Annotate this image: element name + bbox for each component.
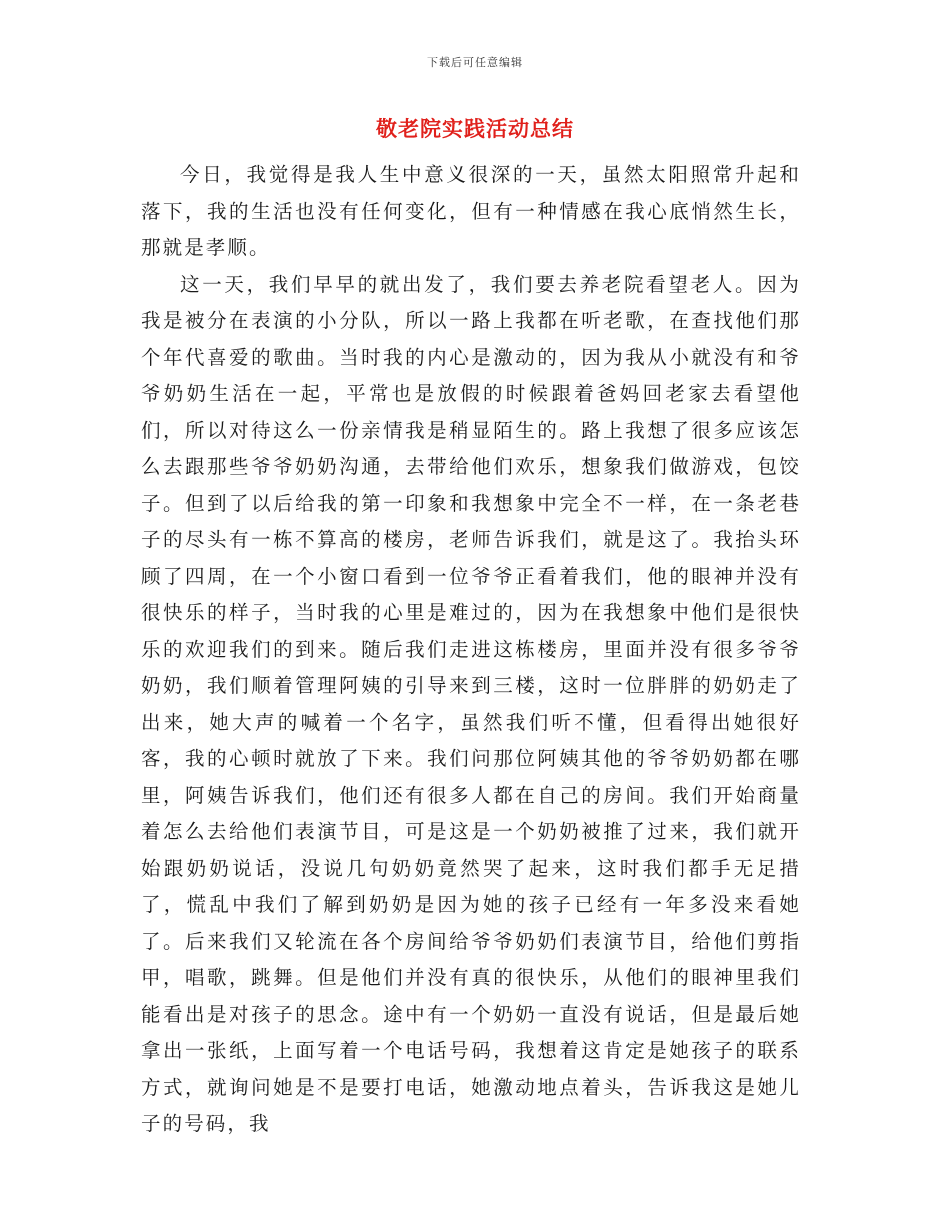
document-body [141, 157, 801, 1143]
document-title: 敬老院实践活动总结 [376, 116, 574, 141]
header-note: 下载后可任意编辑 [427, 56, 523, 69]
body-paragraph-2: 这一天，我们早早的就出发了，我们要去养老院看望老人。因为我是被分在表演的小分队，所以一路上我都在听老歌，在查找他们那个年代喜爱的歌曲。当时我的内心是激动的，因为我从小就没有和爷爷奶奶生活在一起，平常也是放假的时候跟着爸妈回老家去看望他们，所以对待这么一份亲情我是稍显陌生的。路上我想了很多应该怎么去跟那些爷爷奶奶沟通，去带给他们欢乐，想象我们做游戏，包饺子。但到了以后给我的第一印象和我想象中完全不一样，在一条老巷子的尽头有一栋不算高的楼房，老师告诉我们，就是这了。我抬头环顾了四周，在一个小窗口看到一位爷爷正看着我们，他的眼神并没有很快乐的样子，当时我的心里是难过的，因为在我想象中他们是很快乐的欢迎我们的到来。随后我们走进这栋楼房，里面并没有很多爷爷奶奶，我们顺着管理阿姨的引导来到三楼，这时一位胖胖的奶奶走了出来，她大声的喊着一个名字，虽然我们听不懂，但看得出她很好客，我的心顿时就放了下来。我们问那位阿姨其他的爷爷奶奶都在哪里，阿姨告诉我们，他们还有很多人都在自己的房间。我们开始商量着怎么去给他们表演节目，可是这是一个奶奶被推了过来，我们就开始跟奶奶说话，没说几句奶奶竟然哭了起来，这时我们都手无足措了，慌乱中我们了解到奶奶是因为她的孩子已经有一年多没来看她了。后来我们又轮流在各个房间给爷爷奶奶们表演节目，给他们剪指甲，唱歌，跳舞。但是他们并没有真的很快乐，从他们的眼神里我们能看出是对孩子的思念。途中有一个奶奶一直没有说话，但是最后她拿出一张纸，上面写着一个电话号码，我想着这肯定是她孩子的联系方式，就询问她是不是要打电话，她激动地点着头，告诉我这是她儿子的号码，我 [141, 272, 801, 1135]
body-paragraph-1: 今日，我觉得是我人生中意义很深的一天，虽然太阳照常升起和落下，我的生活也没有任何变化，但有一种情感在我心底悄然生长，那就是孝顺。 [141, 163, 801, 259]
